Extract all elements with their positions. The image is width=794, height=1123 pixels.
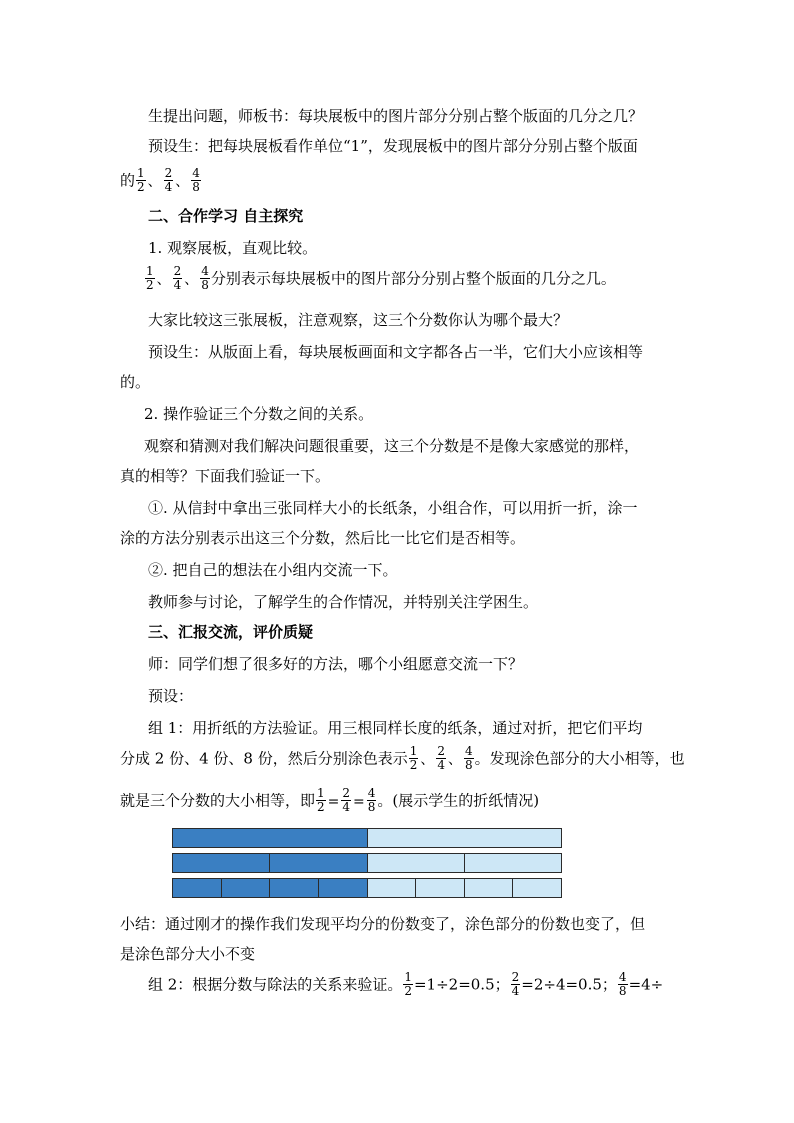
paragraph: 师：同学们想了很多好的方法，哪个小组愿意交流一下？ — [148, 655, 524, 673]
shaded-segment — [318, 879, 367, 897]
paragraph: 生提出问题，师板书：每块展板中的图片部分分别占整个版面的几分之几？ — [148, 107, 644, 125]
unshaded-segment — [415, 879, 464, 897]
paragraph-fractions — [120, 788, 680, 818]
paragraph: 的。 — [120, 373, 151, 391]
summary: 小结：通过刚才的操作我们发现平均分的份数变了，涂色部分的份数也变了，但 — [120, 915, 646, 933]
paragraph: ②. 把自己的想法在小组内交流一下。 — [148, 561, 398, 579]
paragraph: 预设生：把每块展板看作单位“1”，发现展板中的图片部分分别占整个版面 — [148, 137, 638, 155]
paper-strip-2 — [172, 828, 562, 848]
separator: 、 — [184, 271, 199, 288]
paragraph: 教师参与讨论，了解学生的合作情况，并特别关注学困生。 — [148, 593, 539, 611]
step-title: 2. 操作验证三个分数之间的关系。 — [144, 405, 374, 423]
fraction-one-half: $\frac{1}{2}$ — [146, 264, 154, 292]
fraction-four-eighths: $\frac{4}{8}$ — [201, 264, 209, 292]
fraction-two-fourths: $\frac{2}{4}$ — [437, 744, 445, 772]
separator: 、 — [156, 271, 171, 288]
equals-sign: = — [327, 793, 340, 810]
section-heading: 二、合作学习 自主探究 — [148, 207, 304, 225]
fraction-two-fourths: $\frac{2}{4}$ — [342, 786, 351, 814]
folded-paper-strips — [172, 828, 562, 903]
shaded-segment — [221, 879, 270, 897]
paragraph-fractions — [144, 266, 704, 296]
separator: 、 — [147, 173, 162, 190]
paragraph: 涂的方法分别表示出这三个分数，然后比一比它们是否相等。 — [120, 529, 526, 547]
unshaded-segment — [367, 854, 464, 872]
paper-strip-4 — [172, 853, 562, 873]
paper-strip-8 — [172, 878, 562, 898]
shaded-segment — [269, 854, 366, 872]
fraction-one-half: $\frac{1}{2}$ — [404, 970, 412, 998]
shaded-segment — [173, 879, 221, 897]
separator: 、 — [175, 173, 190, 190]
shaded-segment — [173, 829, 367, 847]
separator: 、 — [448, 751, 462, 768]
paragraph: 大家比较这三张展板，注意观察，这三个分数你认为哪个最大？ — [148, 311, 569, 329]
fraction-one-half: $\frac{1}{2}$ — [317, 786, 325, 814]
text: 分别表示每块展板中的图片部分分别占整个版面的几分之几。 — [210, 269, 616, 288]
text: 组 2：根据分数与除法的关系来验证。 — [148, 975, 403, 994]
paragraph-fractions — [148, 972, 708, 1004]
step-title: 1. 观察展板，直观比较。 — [148, 239, 318, 257]
unshaded-segment — [464, 879, 513, 897]
fraction-one-half: $\frac{1}{2}$ — [137, 166, 145, 194]
equals-sign: = — [353, 793, 365, 810]
fraction-four-eighths: $\frac{4}{8}$ — [192, 166, 200, 194]
separator: 、 — [420, 751, 435, 768]
text: 分成 2 份、4 份、8 份，然后分别涂色表示 — [120, 749, 408, 768]
paragraph-fractions — [120, 168, 680, 198]
paragraph: 预设生：从版面上看，每块展板画面和文字都各占一半，它们大小应该相等 — [148, 343, 644, 361]
paragraph: ①. 从信封中拿出三张同样大小的长纸条，小组合作，可以用折一折，涂一 — [148, 499, 638, 517]
equation: =1÷2=0.5； — [413, 975, 510, 994]
text: 。(展示学生的折纸情况) — [377, 791, 540, 810]
summary: 是涂色部分大小不变 — [120, 945, 256, 963]
paragraph: 观察和猜测对我们解决问题很重要，这三个分数是不是像大家感觉的那样， — [144, 437, 640, 455]
paragraph: 组 1：用折纸的方法验证。用三根同样长度的纸条，通过对折，把它们平均 — [148, 719, 643, 737]
equation: =2÷4=0.5； — [521, 975, 617, 994]
paragraph: 预设： — [148, 687, 194, 705]
fraction-two-fourths: $\frac{2}{4}$ — [173, 264, 182, 292]
unshaded-segment — [367, 829, 562, 847]
section-heading: 三、汇报交流，评价质疑 — [148, 623, 314, 641]
text: 的 — [120, 171, 136, 190]
shaded-segment — [173, 854, 269, 872]
text: 。发现涂色部分的大小相等，也 — [474, 749, 685, 768]
shaded-segment — [269, 879, 318, 897]
fraction-four-eighths: $\frac{4}{8}$ — [465, 744, 473, 772]
unshaded-segment — [512, 879, 561, 897]
equation: =4÷ — [628, 975, 664, 994]
unshaded-segment — [367, 879, 416, 897]
paragraph: 真的相等？下面我们验证一下。 — [120, 467, 331, 485]
fraction-four-eighths: $\frac{4}{8}$ — [367, 786, 376, 814]
text: 就是三个分数的大小相等，即 — [120, 791, 316, 810]
fraction-one-half: $\frac{1}{2}$ — [409, 744, 418, 772]
paragraph-fractions — [120, 744, 685, 776]
fraction-two-fourths: $\frac{2}{4}$ — [511, 970, 520, 998]
fraction-two-fourths: $\frac{2}{4}$ — [164, 166, 173, 194]
fraction-four-eighths: $\frac{4}{8}$ — [618, 970, 627, 998]
unshaded-segment — [464, 854, 561, 872]
